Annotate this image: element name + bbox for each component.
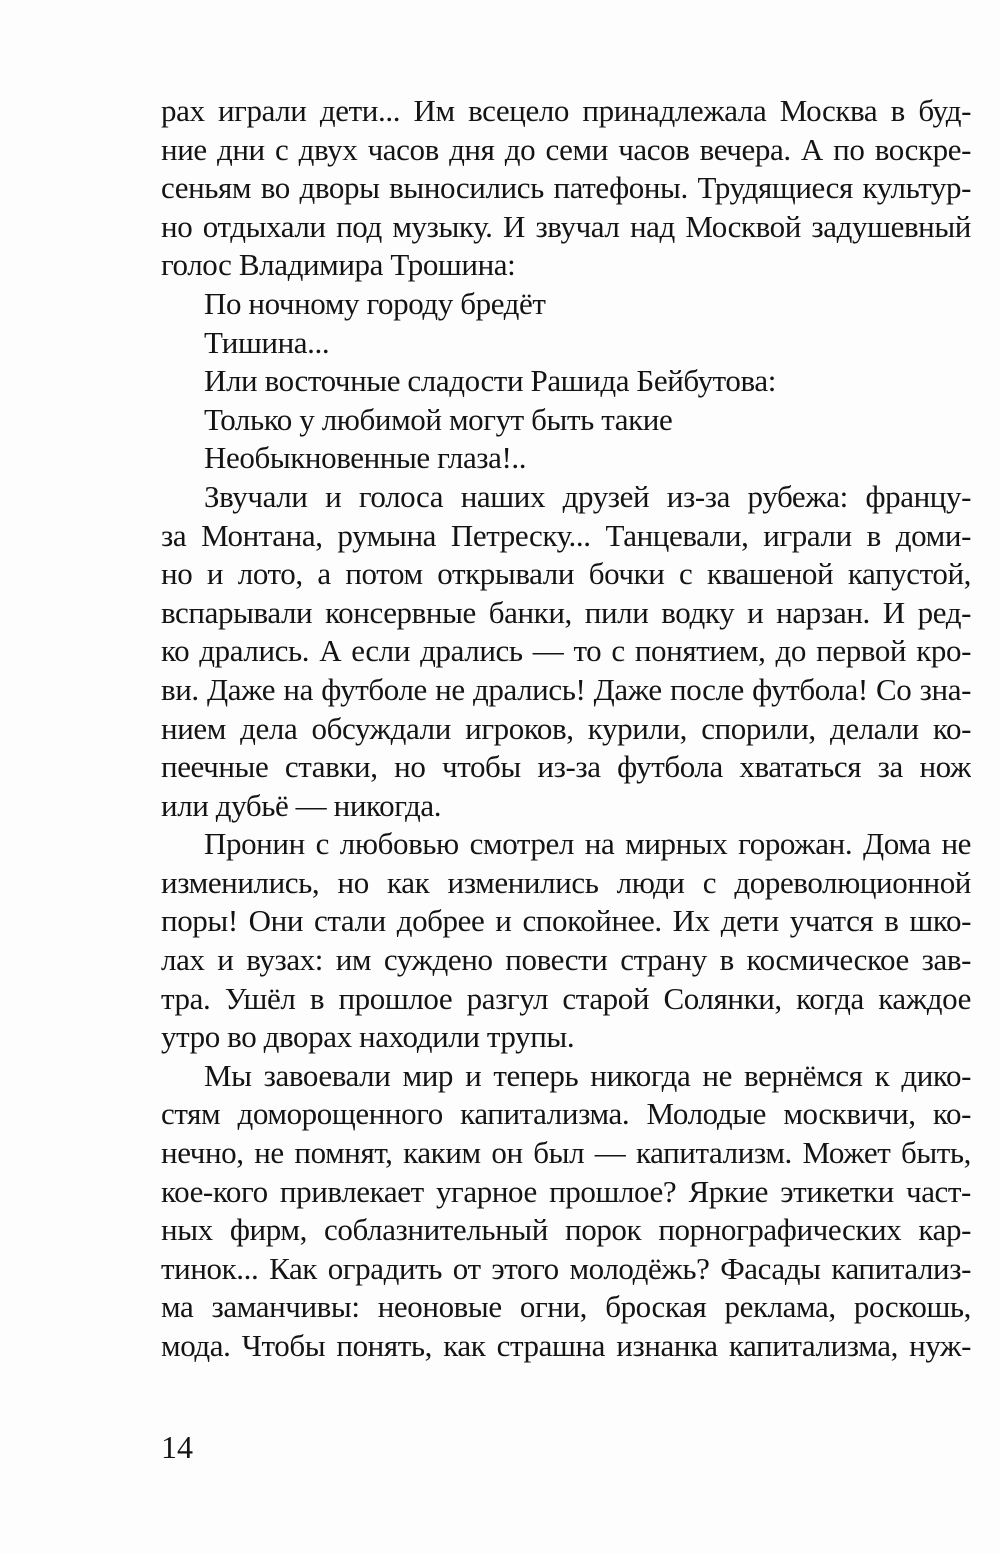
text-line: ви. Даже на футболе не дрались! Даже после футбола! Со зна- bbox=[161, 671, 971, 707]
text-line: Только у любимой могут быть такие bbox=[204, 401, 673, 437]
page-number: 14 bbox=[161, 1429, 193, 1465]
text-line: кое-кого привлекает угарное прошлое? Яркие этикетки част- bbox=[161, 1173, 971, 1209]
text-line: Тишина... bbox=[204, 324, 330, 360]
text-line: Мы завоевали мир и теперь никогда не вернёмся к дико- bbox=[204, 1057, 971, 1093]
text-line: или дубьё — никогда. bbox=[161, 787, 442, 823]
text-line: но отдыхали под музыку. И звучал над Москвой задушевный bbox=[161, 208, 971, 244]
text-line: мода. Чтобы понять, как страшна изнанка капитализма, нуж- bbox=[161, 1328, 971, 1363]
text-line: пеечные ставки, но чтобы из-за футбола хвататься за нож bbox=[161, 749, 971, 785]
text-line: утро во дворах находили трупы. bbox=[161, 1019, 575, 1055]
text-line: ных фирм, соблазнительный порок порнографических кар- bbox=[161, 1212, 971, 1248]
text-line: нечно, не помнят, каким он был — капитализм. Может быть, bbox=[161, 1135, 971, 1171]
text-line: Пронин с любовью смотрел на мирных горожан. Дома не bbox=[204, 826, 971, 862]
text-line: за Монтана, румына Петреску... Танцевали, играли в доми- bbox=[161, 517, 971, 553]
text-line: стям доморощенного капитализма. Молодые москвичи, ко- bbox=[161, 1096, 971, 1132]
text-line: нием дела обсуждали игроков, курили, спорили, делали ко- bbox=[161, 710, 971, 746]
text-line: но и лото, а потом открывали бочки с квашеной капустой, bbox=[161, 556, 971, 592]
text-line: лах и вузах: им суждено повести страну в космическое зав- bbox=[161, 942, 971, 978]
text-line: По ночному городу бредёт bbox=[204, 285, 546, 321]
text-line: Звучали и голоса наших друзей из-за рубежа: францу- bbox=[204, 478, 971, 514]
text-line: Или восточные сладости Рашида Бейбутова: bbox=[204, 363, 776, 399]
text-line: рах играли дети... Им всецело принадлежала Москва в буд- bbox=[161, 93, 971, 128]
text-line: ние дни с двух часов дня до семи часов вечера. А по воскре- bbox=[161, 131, 971, 167]
text-line: поры! Они стали добрее и спокойнее. Их дети учатся в шко- bbox=[161, 903, 971, 939]
text-line: голос Владимира Трошина: bbox=[161, 247, 516, 283]
text-line: тра. Ушёл в прошлое разгул старой Солянки, когда каждое bbox=[161, 980, 971, 1016]
text-line: тинок... Как оградить от этого молодёжь? Фасады капитализ- bbox=[161, 1250, 971, 1286]
text-line: сеньям во дворы выносились патефоны. Трудящиеся культур- bbox=[161, 170, 971, 206]
text-line: изменились, но как изменились люди с дореволюционной bbox=[161, 864, 971, 900]
text-line: вспарывали консервные банки, пили водку и нарзан. И ред- bbox=[161, 594, 971, 630]
body-text bbox=[161, 92, 971, 1366]
text-line: Необыкновенные глаза!.. bbox=[204, 440, 527, 476]
text-line: ко дрались. А если дрались — то с понятием, до первой кро- bbox=[161, 633, 971, 669]
text-line: ма заманчивы: неоновые огни, броская реклама, роскошь, bbox=[161, 1289, 971, 1325]
